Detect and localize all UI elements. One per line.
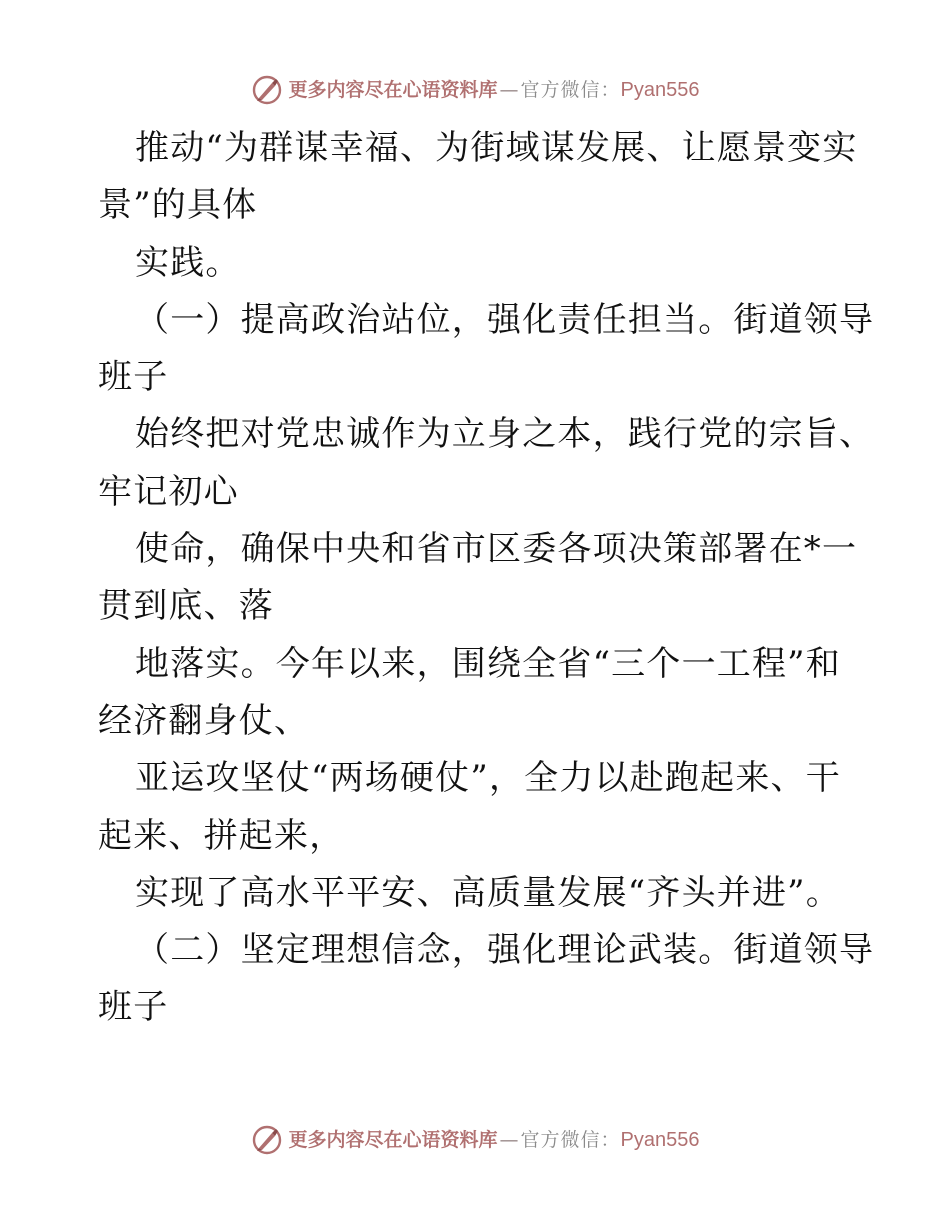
body-line: 班子 <box>98 357 169 398</box>
watermark-separator: — <box>499 78 519 101</box>
watermark-wechat-id: Pyan556 <box>620 1129 700 1151</box>
watermark-footer <box>0 1120 950 1160</box>
body-line: 始终把对党忠诚作为立身之本，践行党的宗旨、 <box>135 414 875 455</box>
body-line: （二）坚定理想信念，强化理论武装。街道领导 <box>135 930 875 971</box>
watermark-wechat-id: Pyan556 <box>620 79 700 101</box>
body-line: 使命，确保中央和省市区委各项决策部署在*一 <box>135 529 858 570</box>
body-line: 贯到底、落 <box>98 586 274 627</box>
body-line: 景”的具体 <box>98 185 258 226</box>
document-body <box>98 120 875 1037</box>
watermark-official-label: 官方微信： <box>520 78 621 101</box>
body-line: 牢记初心 <box>98 471 239 512</box>
watermark-header <box>0 70 950 110</box>
body-line: 实现了高水平平安、高质量发展“齐头并进”。 <box>135 872 841 913</box>
pen-logo-icon <box>251 1124 283 1156</box>
pen-logo-icon <box>251 74 283 106</box>
body-line: （一）提高政治站位，强化责任担当。街道领导 <box>135 299 875 340</box>
body-line: 起来、拼起来， <box>98 815 345 856</box>
watermark-brand: 更多内容尽在心语资料库 <box>288 1128 498 1151</box>
body-line: 班子 <box>98 987 169 1028</box>
body-line: 推动“为群谋幸福、为街域谋发展、让愿景变实 <box>135 128 858 168</box>
body-line: 地落实。今年以来，围绕全省“三个一工程”和 <box>135 643 841 684</box>
body-line: 实践。 <box>135 242 241 283</box>
body-line: 亚运攻坚仗“两场硬仗”，全力以赴跑起来、干 <box>135 758 841 799</box>
watermark-official-label: 官方微信： <box>520 1128 621 1151</box>
watermark-brand: 更多内容尽在心语资料库 <box>288 78 498 101</box>
body-line: 经济翻身仗、 <box>98 700 310 741</box>
watermark-separator: — <box>499 1128 519 1151</box>
